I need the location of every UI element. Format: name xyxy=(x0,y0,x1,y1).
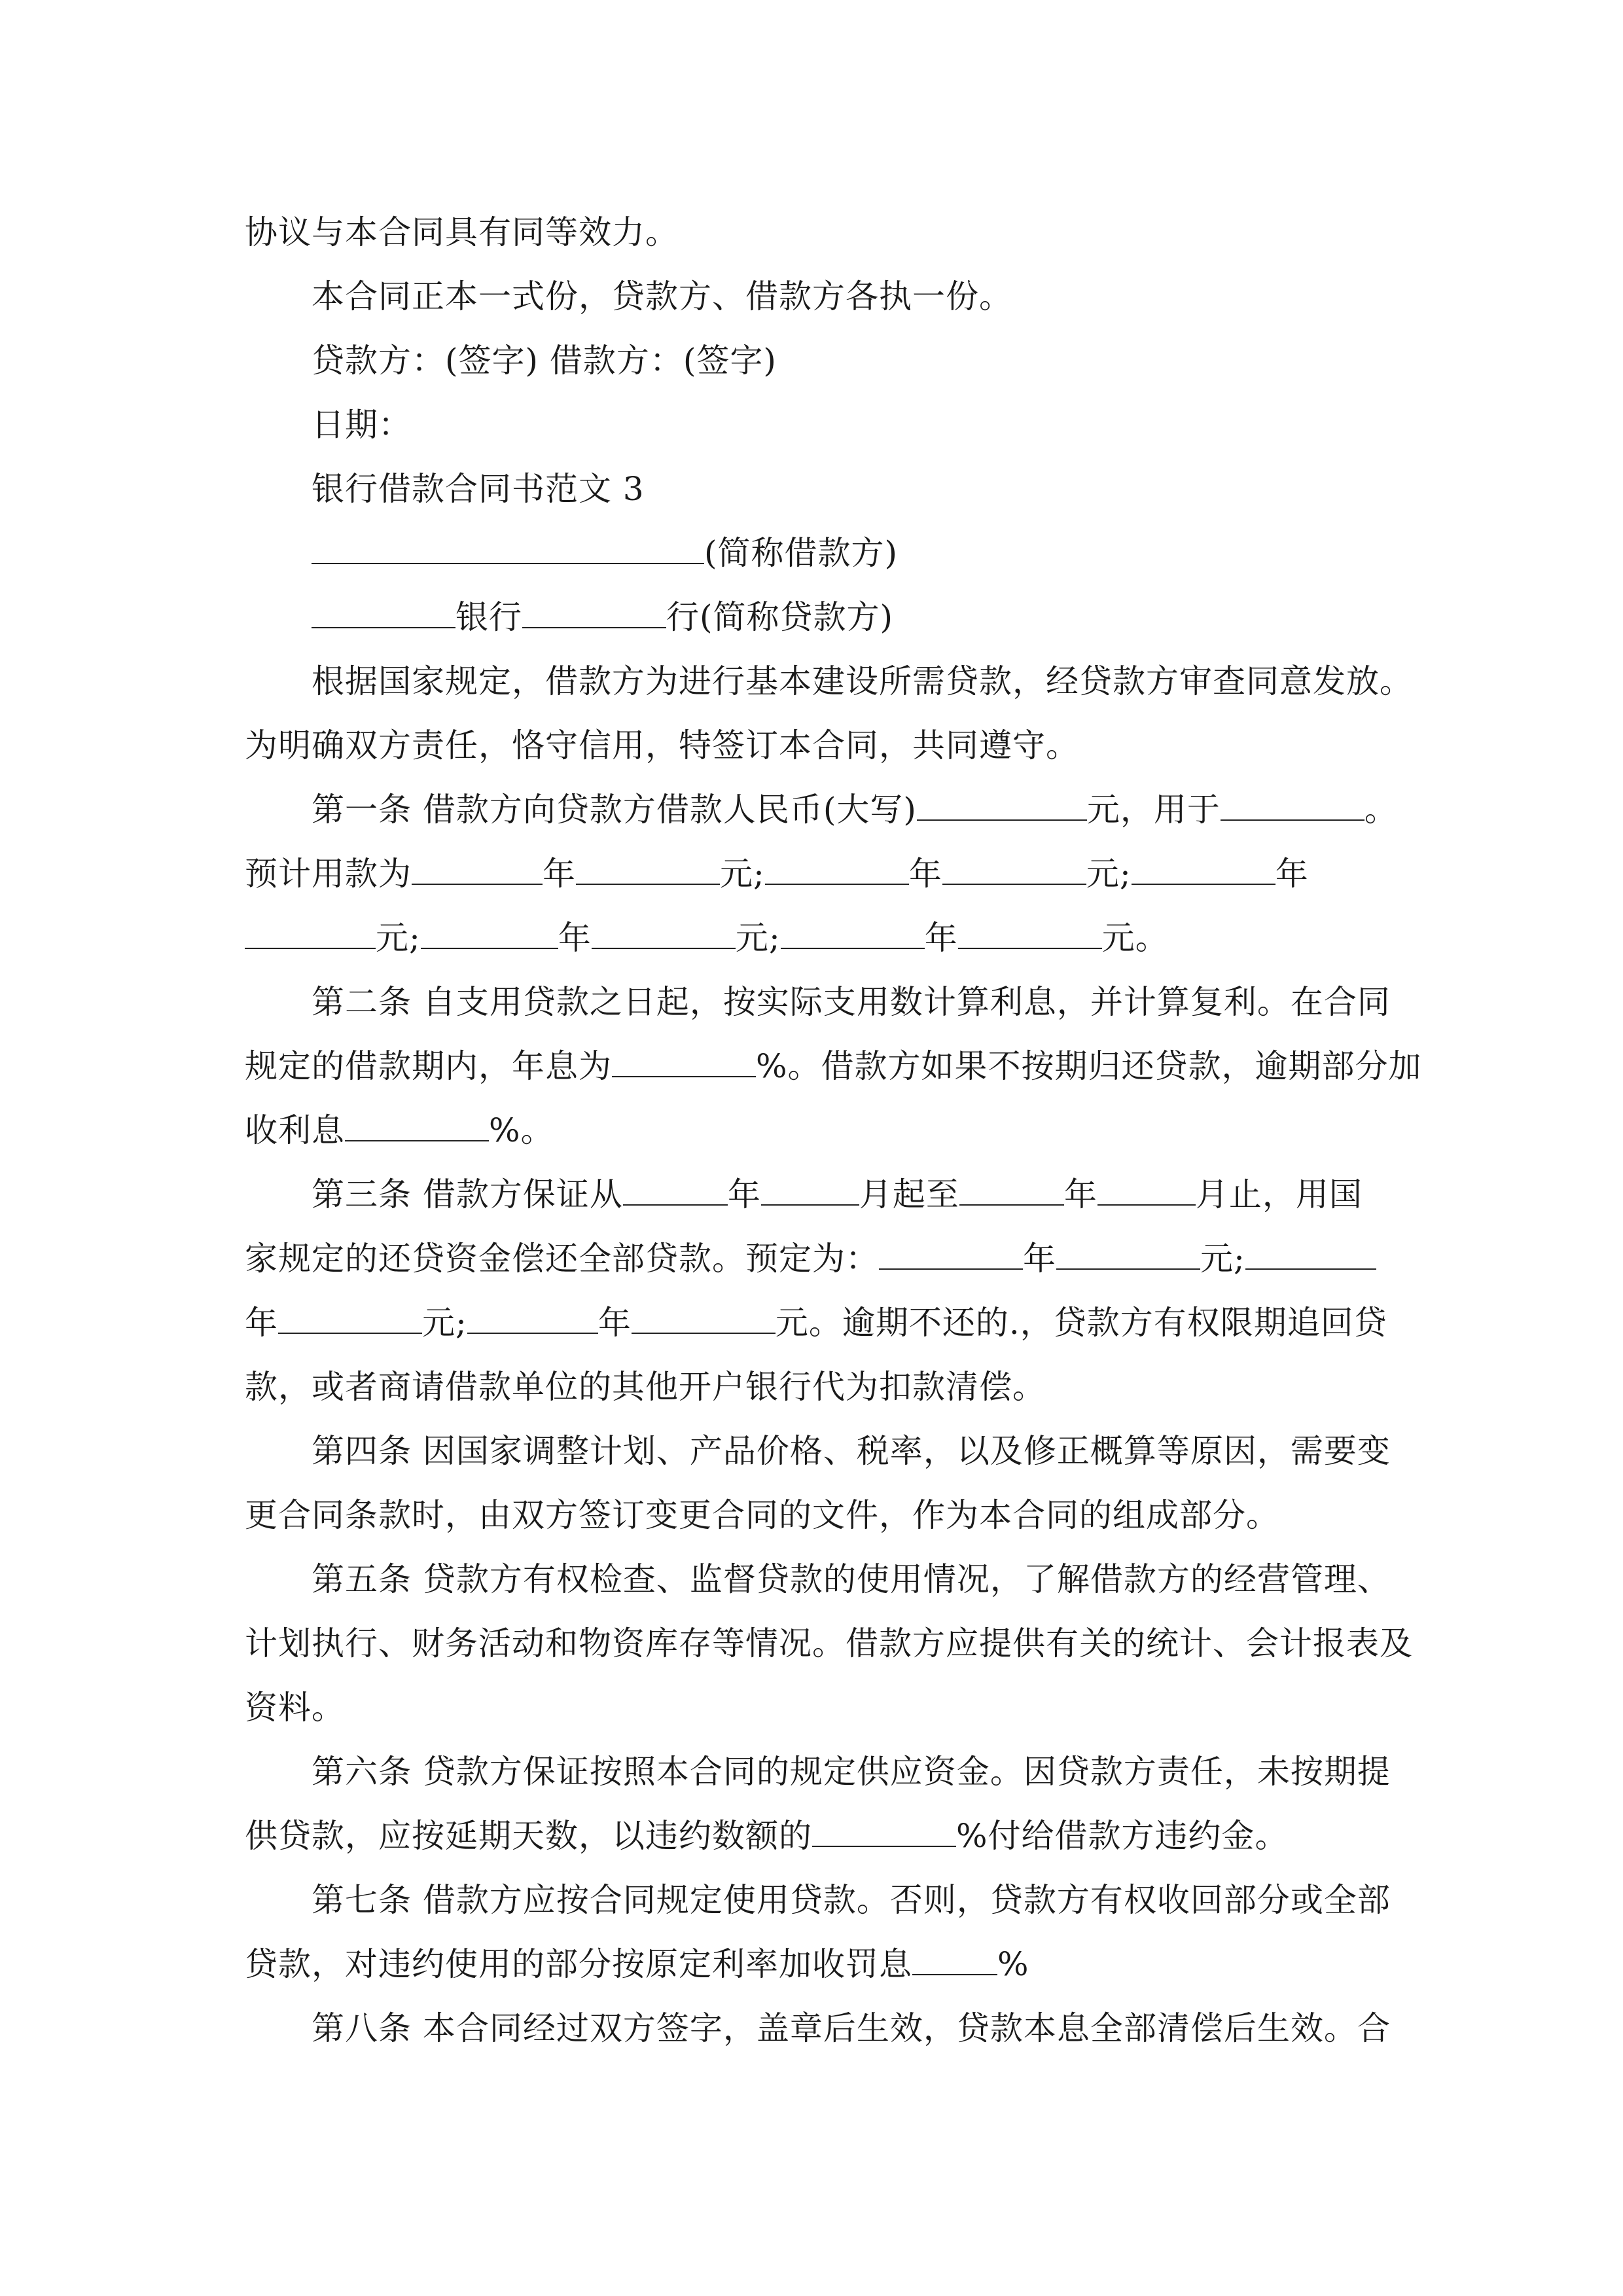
blank-start-year[interactable] xyxy=(623,1178,728,1206)
article-5-line-1: 第五条 贷款方有权检查、监督贷款的使用情况，了解借款方的经营管理、 xyxy=(312,1560,1391,1598)
blank-repay-year-3[interactable] xyxy=(467,1306,598,1334)
blank-year-1[interactable] xyxy=(412,857,543,885)
repay-yuan-label-2: 元; xyxy=(422,1304,467,1342)
blank-loan-purpose[interactable] xyxy=(1221,793,1364,821)
blank-year-5[interactable] xyxy=(781,922,925,949)
blank-repay-amount-2[interactable] xyxy=(278,1306,422,1334)
blank-loan-amount[interactable] xyxy=(917,793,1087,821)
article-6-line-1: 第六条 贷款方保证按照本合同的规定供应资金。因贷款方责任，未按期提 xyxy=(312,1753,1391,1791)
blank-amount-1[interactable] xyxy=(576,857,720,885)
borrower-line xyxy=(245,521,1380,585)
blank-branch-name[interactable] xyxy=(522,601,666,628)
article-1-plan-label: 预计用款为 xyxy=(245,855,412,893)
line-1: 协议与本合同具有同等效力。 xyxy=(245,213,679,251)
blank-overdue-interest[interactable] xyxy=(345,1114,489,1141)
bank-label: 银行 xyxy=(455,598,522,636)
article-1-text-b: 元，用于 xyxy=(1086,791,1221,829)
article-4-line-2: 更合同条款时，由双方签订变更合同的文件，作为本合同的组成部分。 xyxy=(245,1496,1279,1534)
article-6-text-a: 供贷款，应按延期天数，以违约数额的 xyxy=(245,1817,812,1855)
article-1-text-c: 。 xyxy=(1364,791,1398,829)
blank-amount-2[interactable] xyxy=(942,857,1086,885)
document-body xyxy=(245,200,1422,2060)
article-3-line-1 xyxy=(245,1162,1380,1227)
blank-repay-amount-3[interactable] xyxy=(632,1306,776,1334)
article-2-line-1: 第二条 自支用贷款之日起，按实际支用数计算利息，并计算复利。在合同 xyxy=(312,983,1391,1021)
blank-year-2[interactable] xyxy=(765,857,909,885)
start-year-label: 年 xyxy=(727,1175,761,1213)
article-3-line-2 xyxy=(245,1227,1380,1291)
blank-fine-rate[interactable] xyxy=(912,1948,997,1975)
blank-repay-year-2[interactable] xyxy=(1245,1242,1376,1270)
article-3-line-3 xyxy=(245,1291,1387,1355)
blank-bank-name[interactable] xyxy=(312,601,455,628)
article-1-line-2 xyxy=(245,842,1380,906)
article-1-line-3 xyxy=(245,906,1380,970)
blank-repay-amount-1[interactable] xyxy=(1056,1242,1200,1270)
article-2-line-2 xyxy=(245,1034,1422,1098)
blank-borrower-name[interactable] xyxy=(312,537,704,564)
article-7-line-2 xyxy=(245,1932,1380,1996)
article-6-line-2 xyxy=(245,1804,1380,1868)
blank-end-year[interactable] xyxy=(959,1178,1064,1206)
yuan-label-4: 元; xyxy=(735,919,781,957)
article-2-line-3 xyxy=(245,1098,1380,1162)
article-5-line-3: 资料。 xyxy=(245,1689,345,1727)
article-6-text-b: %付给借款方违约金。 xyxy=(956,1817,1289,1855)
line-2: 本合同正本一式份，贷款方、借款方各执一份。 xyxy=(312,278,1012,315)
repay-year-label-1: 年 xyxy=(1023,1240,1056,1278)
blank-start-month[interactable] xyxy=(761,1178,859,1206)
yuan-label-3: 元; xyxy=(376,919,421,957)
article-7-text-b: % xyxy=(997,1945,1029,1983)
article-7-text-a: 贷款，对违约使用的部分按原定利率加收罚息 xyxy=(245,1945,912,1983)
repay-yuan-label-1: 元; xyxy=(1200,1240,1245,1278)
preamble-2: 为明确双方责任，恪守信用，特签订本合同，共同遵守。 xyxy=(245,726,1079,764)
yuan-label-2: 元; xyxy=(1086,855,1132,893)
article-5-line-2: 计划执行、财务活动和物资库存等情况。借款方应提供有关的统计、会计报表及 xyxy=(245,1624,1413,1662)
blank-year-4[interactable] xyxy=(421,922,558,949)
year-label-4: 年 xyxy=(558,919,592,957)
blank-annual-interest[interactable] xyxy=(612,1050,756,1077)
yuan-label-5: 元。 xyxy=(1101,919,1169,957)
year-label-2: 年 xyxy=(908,855,942,893)
year-label-3: 年 xyxy=(1275,855,1309,893)
end-month-label: 月止，用国 xyxy=(1195,1175,1363,1213)
article-2-text-c: 收利息 xyxy=(245,1111,345,1149)
repay-year-label-2: 年 xyxy=(245,1304,278,1342)
year-label-1: 年 xyxy=(543,855,576,893)
article-4-line-1: 第四条 因国家调整计划、产品价格、税率，以及修正概算等原因，需要变 xyxy=(312,1432,1391,1470)
blank-amount-3[interactable] xyxy=(245,922,376,949)
article-2-text-d: %。 xyxy=(489,1111,554,1149)
lender-label: 行(简称贷款方) xyxy=(666,598,894,636)
yuan-label-1: 元; xyxy=(720,855,765,893)
article-3-text-b: 家规定的还贷资金偿还全部贷款。预定为： xyxy=(245,1240,879,1278)
start-month-label: 月起至 xyxy=(859,1175,959,1213)
article-3-text-a: 第三条 借款方保证从 xyxy=(312,1175,623,1213)
article-7-line-1: 第七条 借款方应按合同规定使用贷款。否则，贷款方有权收回部分或全部 xyxy=(312,1881,1391,1919)
lender-line xyxy=(245,585,1380,649)
article-3-line-4: 款，或者商请借款单位的其他开户银行代为扣款清偿。 xyxy=(245,1368,1046,1406)
article-1-line-1 xyxy=(245,778,1398,842)
blank-penalty-rate[interactable] xyxy=(812,1820,956,1847)
preamble-1: 根据国家规定，借款方为进行基本建设所需贷款，经贷款方审查同意发放。 xyxy=(312,662,1413,700)
article-3-text-c: 元。逾期不还的.，贷款方有权限期追回贷 xyxy=(775,1304,1387,1342)
repay-year-label-3: 年 xyxy=(597,1304,632,1342)
section-title: 银行借款合同书范文 3 xyxy=(312,470,645,508)
end-year-label: 年 xyxy=(1063,1175,1097,1213)
blank-repay-year-1[interactable] xyxy=(879,1242,1023,1270)
blank-year-3[interactable] xyxy=(1132,857,1275,885)
article-2-text-b: %。借款方如果不按期归还贷款，逾期部分加 xyxy=(756,1047,1422,1085)
date-line: 日期： xyxy=(312,406,412,444)
article-2-text-a: 规定的借款期内，年息为 xyxy=(245,1047,612,1085)
borrower-label: (简称借款方) xyxy=(704,534,899,572)
article-8-line-1: 第八条 本合同经过双方签字，盖章后生效，贷款本息全部清偿后生效。合 xyxy=(312,2009,1391,2047)
signature-line: 贷款方：(签字) 借款方：(签字) xyxy=(312,342,777,380)
blank-end-month[interactable] xyxy=(1097,1178,1196,1206)
article-1-text-a: 第一条 借款方向贷款方借款人民币(大写) xyxy=(312,791,917,829)
blank-amount-4[interactable] xyxy=(592,922,736,949)
blank-amount-5[interactable] xyxy=(958,922,1102,949)
year-label-5: 年 xyxy=(924,919,958,957)
